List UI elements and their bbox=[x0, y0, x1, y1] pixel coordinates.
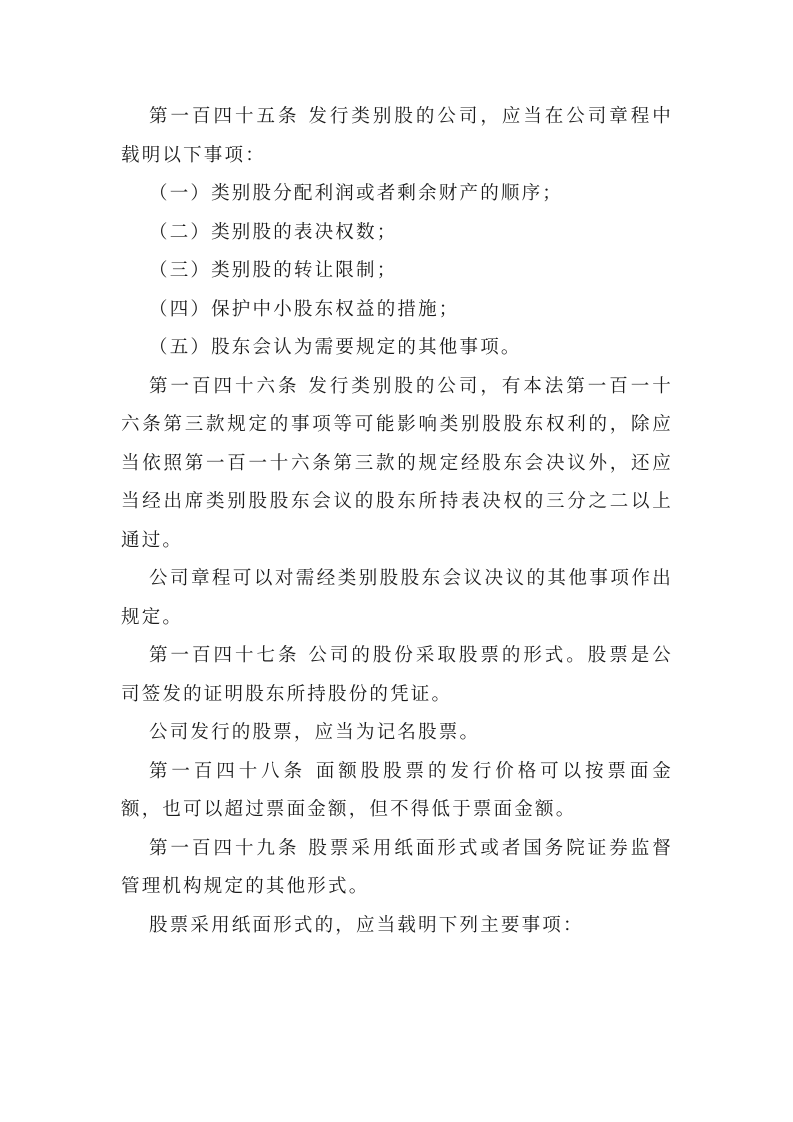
article-145-item-4: （四）保护中小股东权益的措施； bbox=[149, 298, 460, 320]
article-145-item-3: （三）类别股的转让限制； bbox=[149, 260, 398, 281]
article-145-item-2: （二）类别股的表决权数； bbox=[149, 221, 398, 243]
article-149-paragraph-2: 股票采用纸面形式的，应当载明下列主要事项： bbox=[149, 914, 584, 936]
article-148-paragraph: 第一百四十八条 面额股股票的发行价格可以按票面金额，也可以超过票面金额，但不得低于票面金额。 bbox=[121, 760, 673, 820]
document-body bbox=[121, 98, 673, 945]
article-149-paragraph: 第一百四十九条 股票采用纸面形式或者国务院证券监督管理机构规定的其他形式。 bbox=[121, 837, 673, 897]
article-146-paragraph: 第一百四十六条 发行类别股的公司，有本法第一百一十六条第三款规定的事项等可能影响类别股股东权利的，除应当依照第一百一十六条第三款的规定经股东会决议外，还应当经出席类别股股东会议的股东所持表决权的三分之二以上通过。 bbox=[121, 375, 673, 551]
article-145-paragraph: 第一百四十五条 发行类别股的公司，应当在公司章程中载明以下事项： bbox=[121, 106, 673, 166]
article-145-item-5: （五）股东会认为需要规定的其他事项。 bbox=[149, 337, 522, 358]
article-147-paragraph-2: 公司发行的股票，应当为记名股票。 bbox=[149, 722, 481, 743]
article-145-item-1: （一）类别股分配利润或者剩余财产的顺序； bbox=[149, 183, 564, 204]
article-147-paragraph: 第一百四十七条 公司的股份采取股票的形式。股票是公司签发的证明股东所持股份的凭证。 bbox=[121, 645, 673, 705]
article-146-paragraph-2: 公司章程可以对需经类别股股东会议决议的其他事项作出规定。 bbox=[121, 568, 673, 628]
